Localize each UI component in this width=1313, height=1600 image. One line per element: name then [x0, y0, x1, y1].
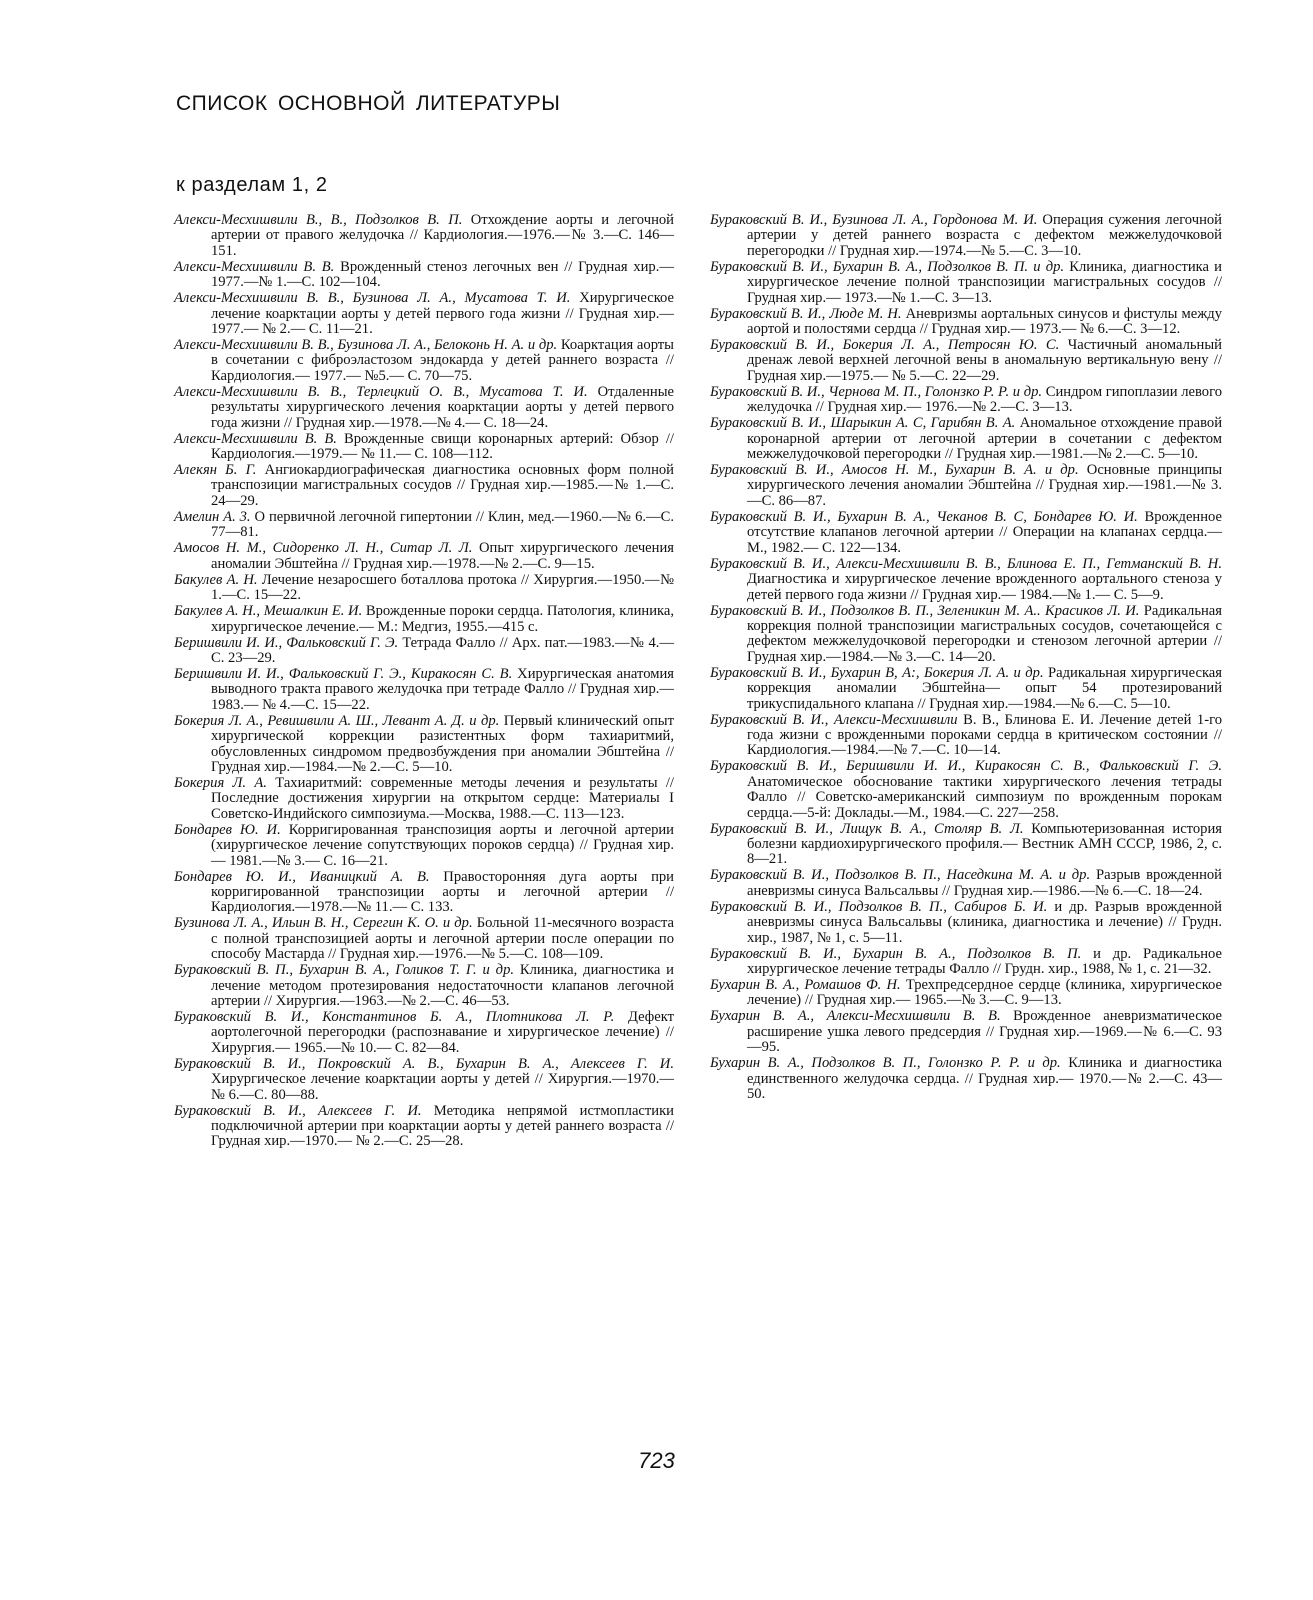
reference-text: В. В., Блинова Е. И. Лечение детей 1-го года жизни с врожденными пороками сердца в критическом состоянии // Кардиология.—1984.—№ 7.—С. 10—14. — [747, 711, 1222, 759]
reference-entry — [710, 759, 1222, 821]
reference-text: Компьютеризованная история болезни кардиохирургического профиля.— Вестник АМН СССР, 1986, 2, с. 8—21. — [747, 820, 1222, 868]
reference-authors: Бакулев А. Н., Мешалкин Е. И. — [174, 603, 363, 620]
reference-text: Ангиокардиографическая диагностика основных форм полной транспозиции магистральных сосудов // Грудная хир.—1985.—№ 1.—С. 24—29. — [211, 462, 674, 509]
reference-text: Врожденный стеноз легочных вен // Грудная хир.—1977.—№ 1.—С. 102—104. — [211, 258, 674, 291]
reference-entry — [710, 260, 1222, 306]
page-number: 723 — [638, 1448, 675, 1473]
reference-entry — [174, 385, 674, 431]
reference-entry — [174, 870, 674, 916]
reference-text: Врожденное отсутствие клапанов легочной артерии // Операции на клапанах сердца.— М., 1982.— С. 122—134. — [747, 508, 1222, 556]
reference-text: Синдром гипоплазии левого желудочка // Грудная хир.— 1976.—№ 2.—С. 3—13. — [747, 383, 1223, 416]
reference-entry — [710, 557, 1222, 603]
reference-authors: Алекси-Месхишвили В. В. — [174, 430, 337, 447]
reference-entry — [710, 416, 1222, 462]
reference-entry — [174, 604, 674, 635]
reference-authors: Алекси-Месхишвили В. В. — [174, 258, 335, 275]
reference-text: Хирургическая анатомия выводного тракта правого желудочка при тетраде Фалло // Грудная хир.—1983.— № 4.—С. 15—22. — [211, 665, 674, 713]
reference-text: Коарктация аорты в сочетании с фиброэластозом эндокарда у детей раннего возраста // Кардиология.— 1977.— №5.— С. 70—75. — [211, 337, 674, 384]
reference-text: Разрыв врожденной аневризмы синуса Вальсальвы // Грудная хир.—1986.—№ 6.—С. 18—24. — [747, 867, 1222, 899]
reference-text: Врожденное аневризматическое расширение ушка левого предсердия // Грудная хир.—1969.—№ 6.—С. 93—95. — [747, 1008, 1222, 1056]
reference-text: Отдаленные результаты хирургического лечения коарктации аорты у детей первого года жизни // Грудная хир.—1978.—№ 4.— С. 18—24. — [211, 383, 674, 431]
reference-text: Лечение незаросшего боталлова протока // Хирургия.—1950.—№ 1.—С. 15—22. — [211, 571, 674, 604]
reference-authors: Бураковский В. И., Покровский А. В., Бухарин В. А., Алексеев Г. И. — [174, 1055, 674, 1072]
reference-text: Анатомическое обоснование тактики хирургического лечения тетрады Фалло // Советско-американский симпозиум по врожденным порокам сердца.—5-й: Доклады.—М., 1984.—С. 227—258. — [747, 773, 1222, 821]
reference-entry — [710, 978, 1222, 1009]
reference-authors: Беришвили И. И., Фальковский Г. Э. — [174, 634, 399, 651]
reference-entry — [174, 636, 674, 667]
reference-authors: Бураковский В. И., Бухарин В, А:, Бокерия Л. А. и др. — [710, 664, 1044, 681]
reference-text: Клиника, диагностика и лечение методом протезирования недостаточности клапанов легочной артерии // Хирургия.—1963.—№ 2.—С. 46—53. — [211, 962, 674, 1009]
reference-authors: Алекси-Месхишвили В. В., Терлецкий О. В., Мусатова Т. И. — [174, 383, 588, 400]
reference-text: Дефект аортолегочной перегородки (распознавание и хирургическое лечение) // Хирургия.— 1965.—№ 10.— С. 82—84. — [211, 1009, 674, 1056]
reference-text: Хирургическое лечение коарктации аорты у детей // Хирургия.—1970.—№ 6.—С. 80—88. — [211, 1071, 674, 1103]
reference-text: Хирургическое лечение коарктации аорты у детей первого года жизни // Грудная хир.— 1977.— № 2.— С. 11—21. — [211, 290, 674, 338]
reference-entry — [710, 1009, 1222, 1055]
reference-authors: Бураковский В. И., Бухарин В. А., Чеканов В. С, Бондарев Ю. И. — [710, 508, 1138, 525]
reference-entry — [710, 822, 1222, 868]
reference-text: Частичный аномальный дренаж левой верхней легочной вены в аномальную вертикальную вену // Грудная хир.—1975.— № 5.—С. 22—29. — [747, 337, 1222, 384]
reference-text: Операция сужения легочной артерии у детей раннего возраста с дефектом межжелудочковой перегородки // Грудная хир.—1974.—№ 5.—С. 3—10. — [747, 212, 1222, 259]
reference-text: Корригированная транспозиция аорты и легочной артерии (хирургическое лечение сопутствующих пороков сердца) // Грудная хир.— 1981.—№ 3.— С. 16—21. — [211, 821, 674, 869]
reference-entry — [174, 1010, 674, 1056]
reference-authors: Бакулев А. Н. — [174, 571, 258, 588]
reference-text: Радикальная хирургическая коррекция аномалии Эбштейна— опыт 54 протезирований трикуспидального клапана // Грудная хир.—1984.—№ 6.—С. 5—10. — [747, 664, 1222, 712]
reference-entry — [174, 432, 674, 463]
reference-authors: Бухарин В. А., Алекси-Месхишвили В. В. — [710, 1008, 1001, 1025]
reference-text: О первичной легочной гипертонии // Клин, мед.—1960.—№ 6.—С. 77—81. — [211, 508, 674, 541]
reference-authors: Бураковский В. И., Бухарин В. А., Подзолков В. П. и др. — [710, 258, 1065, 275]
reference-authors: Бураковский В. И., Бузинова Л. А., Гордонова М. И. — [710, 212, 1038, 228]
reference-text: Основные принципы хирургического лечения аномалии Эбштейна // Грудная хир.—1981.—№ 3.—С. 86—87. — [747, 462, 1222, 509]
reference-entry — [174, 776, 674, 822]
reference-authors: Бураковский В. И., Чернова М. П., Голонзко Р. Р. и др. — [710, 383, 1043, 400]
reference-text: и др. Радикальное хирургическое лечение тетрады Фалло // Грудн. хир., 1988, № 1, с. 21—32. — [747, 945, 1222, 977]
reference-text: Тетрада Фалло // Арх. пат.—1983.—№ 4.—С. 23—29. — [211, 634, 674, 666]
reference-text: Диагностика и хирургическое лечение врожденного аортального стеноза у детей первого года жизни // Грудная хир.— 1984.—№ 1.— С. 5—9. — [747, 571, 1222, 603]
reference-authors: Бураковский В. И., Подзолков В. П., Наседкина М. А. и др. — [710, 867, 1091, 884]
reference-entry — [710, 1056, 1222, 1102]
right-column — [710, 213, 1222, 1103]
reference-authors: Бураковский В. П., Бухарин В. А., Голиков Т. Г. и др. — [174, 962, 515, 979]
reference-entry — [710, 947, 1222, 978]
reference-text: Аневризмы аортальных синусов и фистулы между аортой и полостями сердца // Грудная хир.— 1973.— № 6.—С. 3—12. — [747, 305, 1223, 338]
reference-text: Правосторонняя дуга аорты при корригированной транспозиции аорты и легочной артерии // Кардиология.—1978.—№ 11.— С. 133. — [211, 868, 674, 916]
reference-entry — [710, 713, 1222, 759]
reference-text: и др. Разрыв врожденной аневризмы синуса Вальсальвы (клиника, диагностика и лечение) // Грудн. хир., 1987, № 1, с. 5—11. — [747, 898, 1222, 946]
reference-authors: Бураковский В. И., Подзолков В. П., Сабиров Б. И. — [710, 898, 1048, 915]
reference-entry — [174, 1104, 674, 1150]
section-heading: к разделам 1, 2 — [176, 174, 328, 196]
reference-entry — [174, 463, 674, 509]
reference-authors: Бокерия Л. А., Ревишвили А. Ш., Левант А. Д. и др. — [174, 712, 500, 729]
reference-authors: Бураковский В. И., Шарыкин А. С, Гарибян В. А. — [710, 415, 1016, 432]
reference-entry — [710, 510, 1222, 556]
reference-authors: Бураковский В. И., Подзолков В. П., Зеленикин М. А.. Красиков Л. И. — [710, 602, 1140, 619]
reference-authors: Бураковский В. И., Бухарин В. А., Подзолков В. П. — [710, 945, 1082, 962]
reference-authors: Бураковский В. И., Лищук В. А., Столяр В. Л. — [710, 820, 1024, 837]
reference-entry — [174, 823, 674, 869]
reference-entry — [710, 463, 1222, 509]
reference-authors: Бухарин В. А., Ромашов Ф. Н. — [710, 977, 901, 993]
reference-text: Трехпредсердное сердце (клиника, хирургическое лечение) // Грудная хир.— 1965.—№ 3.—С. 9—13. — [747, 977, 1222, 1009]
reference-authors: Бураковский В. И., Константинов Б. А., Плотникова Л. Р. — [174, 1009, 615, 1025]
reference-entry — [710, 604, 1222, 666]
reference-text: Первый клинический опыт хирургической коррекции разистентных форм тахиаритмий, обусловленных синдромом предвозбуждения при аномалии Эбштейна // Грудная хир.—1984.—№ 2.—С. 5—10. — [211, 712, 674, 775]
reference-entry — [710, 385, 1222, 416]
reference-text: Методика непрямой истмопластики подключичной артерии при коарктации аорты у детей раннего возраста // Грудная хир.—1970.— № 2.—С. 25—28. — [211, 1102, 674, 1150]
reference-entry — [174, 667, 674, 713]
reference-authors: Алекси-Месхишвили В. В., Бузинова Л. А., Белоконь Н. А. и др. — [174, 337, 558, 354]
reference-entry — [710, 213, 1222, 259]
reference-entry — [174, 510, 674, 541]
reference-entry — [174, 1057, 674, 1103]
reference-entry — [174, 573, 674, 604]
reference-text: Больной 11-месячного возраста с полной транспозицией аорты и легочной артерии после операции по способу Мастарда // Грудная хир.—1976.—№ 5.—С. 108—109. — [211, 915, 674, 963]
reference-authors: Бондарев Ю. И., Иваницкий А. В. — [174, 868, 430, 885]
reference-entry — [710, 666, 1222, 712]
reference-text: Аномальное отхождение правой коронарной артерии от легочной артерии в сочетании с дефектом межжелудочковой перегородки // Грудная хир.—1981.—№ 2.—С. 5—10. — [747, 415, 1222, 463]
reference-authors: Бондарев Ю. И. — [174, 821, 281, 838]
page-heading: СПИСОК ОСНОВНОЙ ЛИТЕРАТУРЫ — [176, 92, 561, 115]
reference-authors: Бураковский В. И., Амосов Н. М., Бухарин В. А. и др. — [710, 462, 1079, 479]
reference-entry — [174, 213, 674, 259]
reference-authors: Алекси-Месхишвили В., В., Подзолков В. П. — [174, 212, 463, 228]
reference-entry — [174, 541, 674, 572]
reference-authors: Алекян Б. Г. — [174, 462, 257, 479]
reference-authors: Бураковский В. И., Алексеев Г. И. — [174, 1102, 422, 1119]
reference-authors: Бураковский В. И., Алекси-Месхишвили В. В., Блинова Е. П., Гетманский В. Н. — [710, 555, 1222, 572]
reference-authors: Амелин А. 3. — [174, 508, 251, 525]
reference-entry — [174, 291, 674, 337]
reference-text: Клиника, диагностика и хирургическое лечение полной транспозиции магистральных сосудов // Грудная хир.— 1973.—№ 1.—С. 3—13. — [747, 258, 1222, 306]
reference-text: Радикальная коррекция полной транспозиции магистральных сосудов, сочетающейся с дефектом межжелудочковой перегородки и стенозом легочной артерии // Грудная хир.—1984.—№ 3.—С. 14—20. — [747, 602, 1222, 665]
reference-entry — [174, 916, 674, 962]
reference-authors: Бухарин В. А., Подзолков В. П., Голонзко Р. Р. и др. — [710, 1055, 1061, 1072]
reference-entry — [174, 260, 674, 291]
reference-authors: Бузинова Л. А., Ильин В. Н., Серегин К. О. и др. — [174, 915, 473, 932]
reference-text: Клиника и диагностика единственного желудочка сердца. // Грудная хир.— 1970.—№ 2.—С. 43—50. — [747, 1055, 1222, 1103]
reference-text: Тахиаритмий: современные методы лечения и результаты // Последние достижения хирургии на открытом сердце: Материалы I Советско-Индийского симпозиума.—Москва, 1988.—С. 113—123. — [211, 774, 674, 822]
reference-entry — [710, 338, 1222, 384]
left-column — [174, 213, 674, 1150]
reference-text: Врожденные свищи коронарных артерий: Обзор // Кардиология.—1979.— № 11.— С. 108—112. — [211, 430, 674, 463]
reference-text: Опыт хирургического лечения аномалии Эбштейна // Грудная хир.—1978.—№ 2.—С. 9—15. — [211, 540, 674, 572]
reference-text: Врожденные пороки сердца. Патология, клиника, хирургическое лечение.— М.: Медгиз, 1955.—415 с. — [211, 603, 674, 635]
reference-entry — [174, 963, 674, 1009]
reference-authors: Алекси-Месхишвили В. В., Бузинова Л. А., Мусатова Т. И. — [174, 290, 571, 307]
reference-authors: Бураковский В. И., Люде М. Н. — [710, 305, 902, 322]
reference-text: Отхождение аорты и легочной артерии от правого желудочка // Кардиология.—1976.—№ 3.—С. 146—151. — [211, 212, 674, 259]
reference-entry — [710, 868, 1222, 899]
reference-authors: Бураковский В. И., Алекси-Месхишвили — [710, 711, 958, 728]
reference-authors: Амосов Н. М., Сидоренко Л. Н., Ситар Л. Л. — [174, 540, 473, 557]
reference-authors: Беришвили И. И., Фальковский Г. Э., Киракосян С. В. — [174, 665, 513, 682]
reference-entry — [174, 714, 674, 776]
reference-entry — [710, 307, 1222, 338]
reference-authors: Бокерия Л. А. — [174, 774, 267, 791]
reference-authors: Бураковский В. И., Беришвили И. И., Киракосян С. В., Фальковский Г. Э. — [710, 758, 1222, 775]
reference-entry — [710, 900, 1222, 946]
reference-authors: Бураковский В. И., Бокерия Л. А., Петросян Ю. С. — [710, 337, 1060, 354]
reference-entry — [174, 338, 674, 384]
